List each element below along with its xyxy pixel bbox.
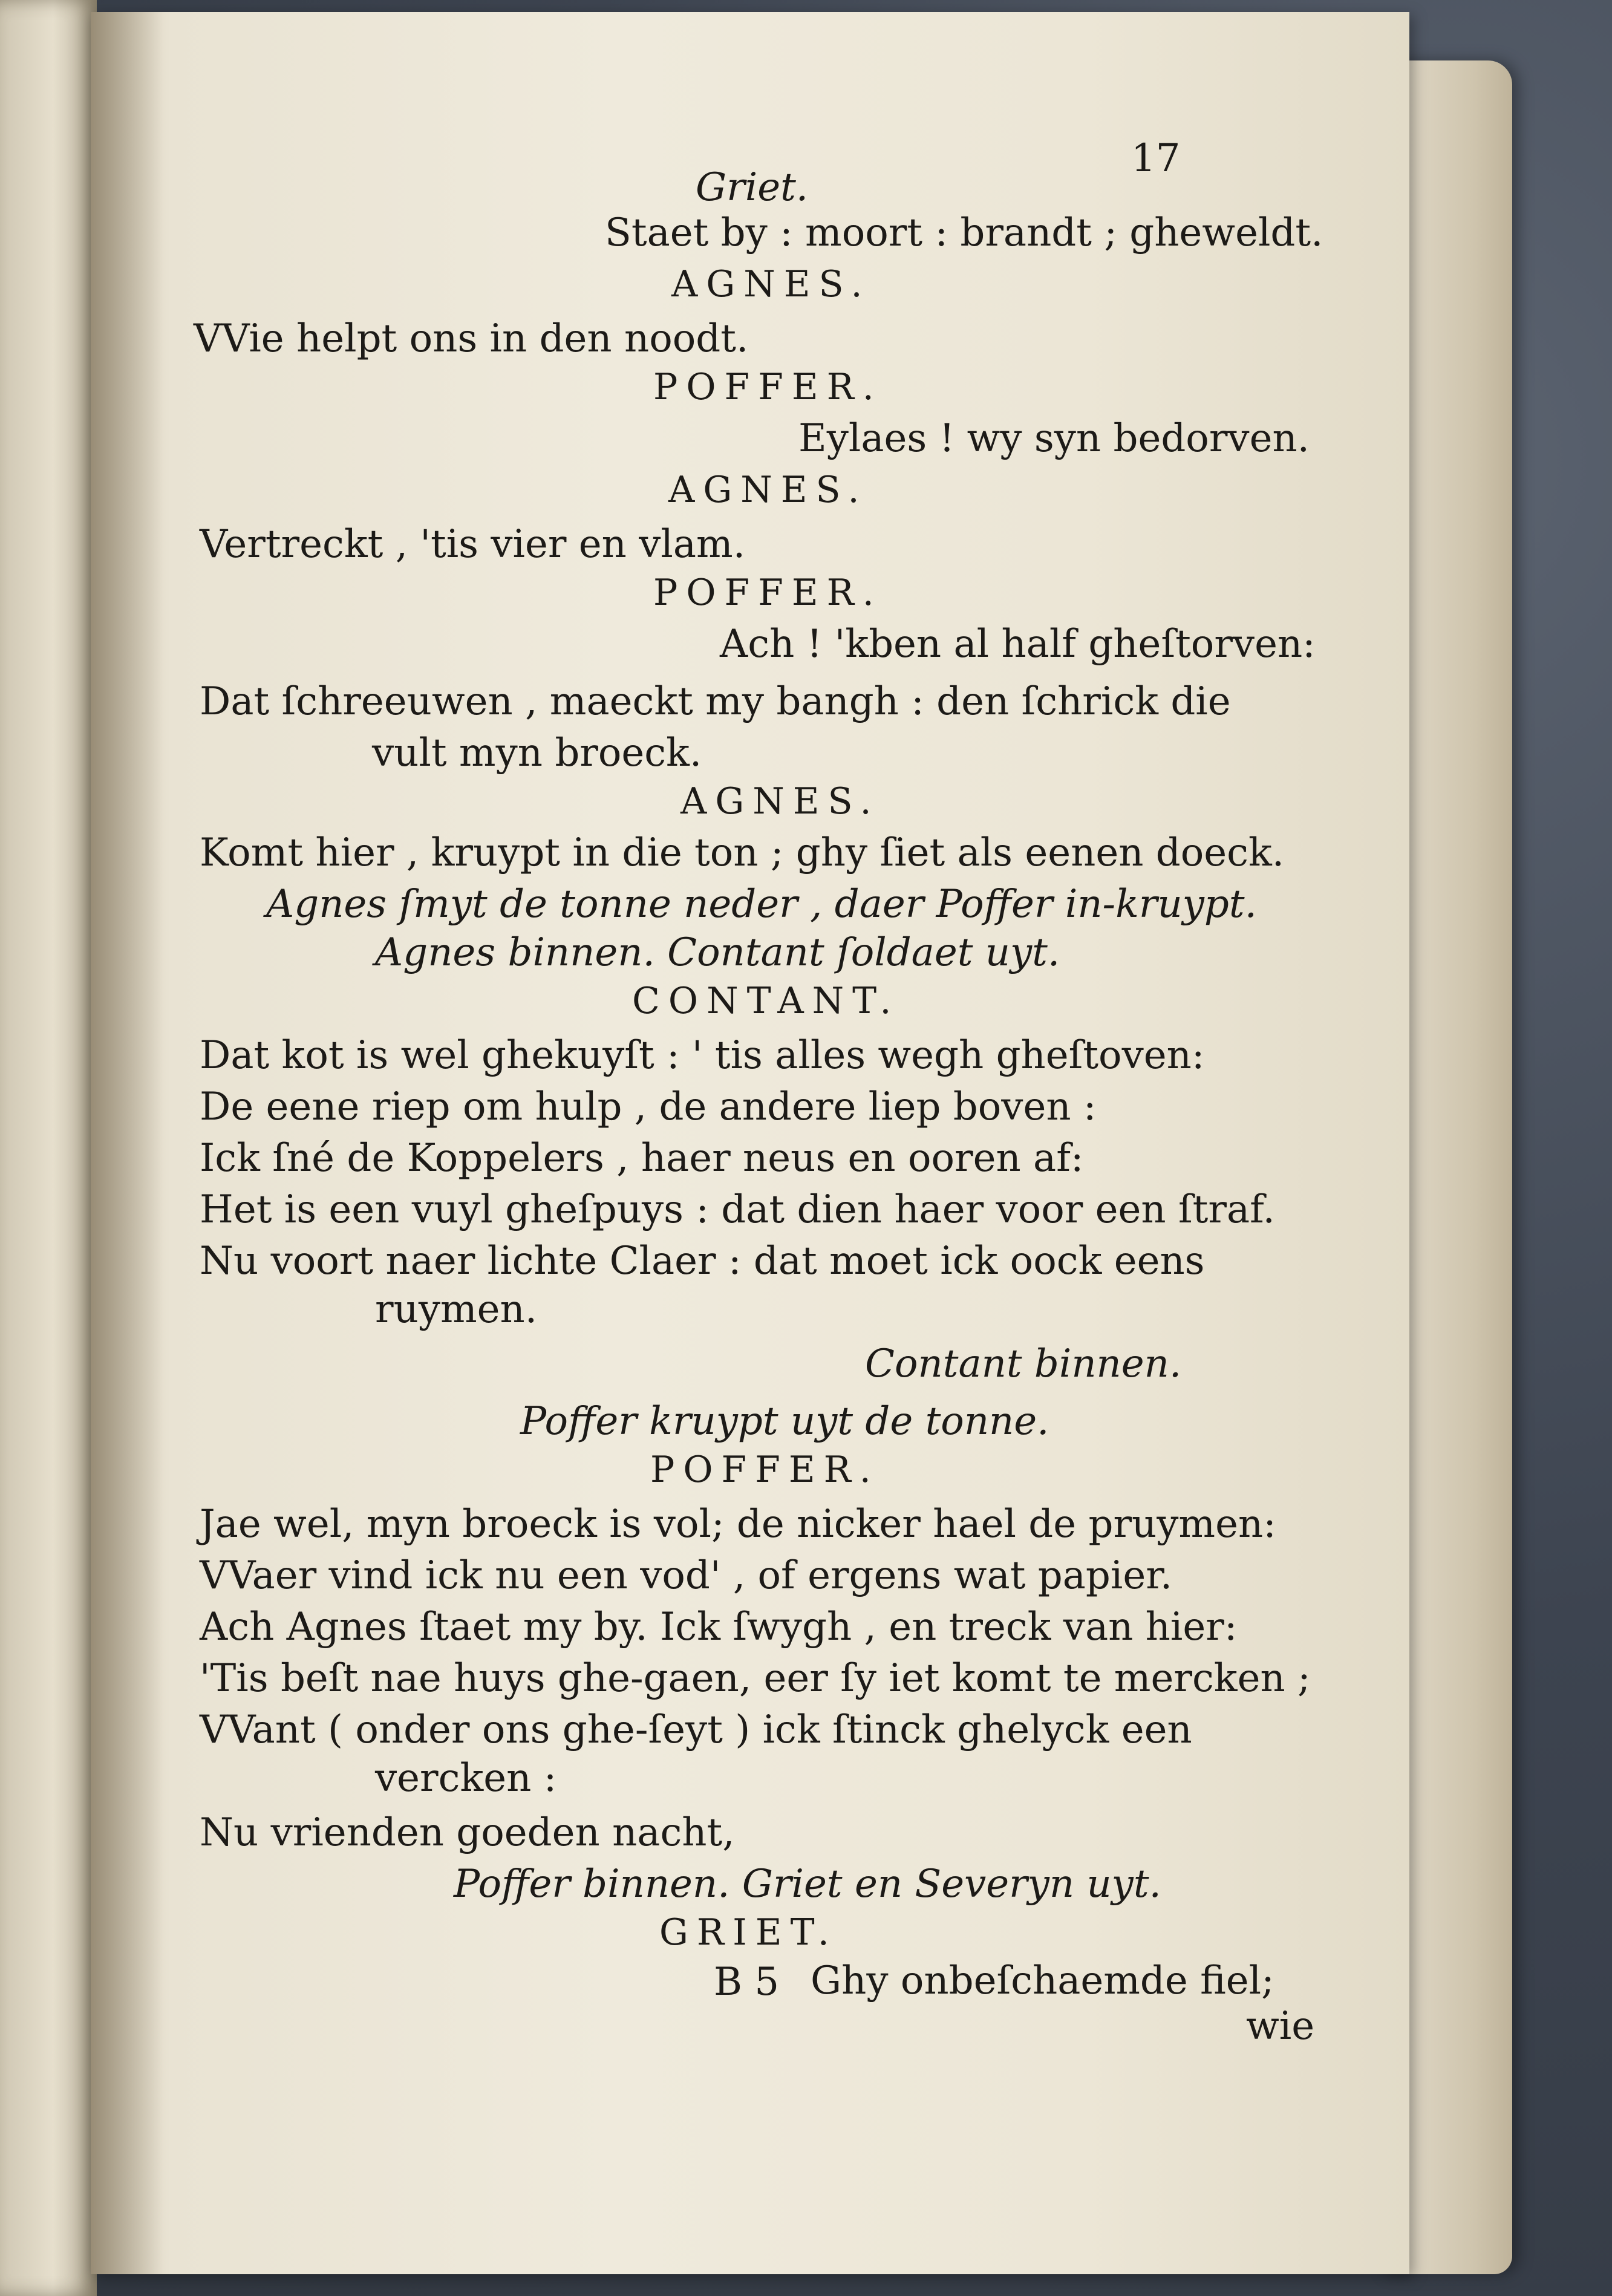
verse-line: VVie helpt ons in den noodt. [194, 316, 749, 361]
verse-line: VVant ( onder ons ghe-ſeyt ) ick ſtinck ghelyck een [200, 1707, 1192, 1752]
verse-line: ruymen. [375, 1287, 538, 1332]
verse-line: Nu vrienden goeden nacht, [200, 1810, 735, 1855]
speaker-heading: CONTANT. [632, 980, 900, 1022]
page-number: 17 [1131, 136, 1181, 181]
verse-line: Ghy onbeſchaemde fiel; [811, 1958, 1274, 2003]
speaker-heading: GRIET. [659, 1911, 838, 1954]
stage-direction: Contant binnen. [865, 1342, 1182, 1386]
verse-line: Ick ſné de Koppelers , haer neus en ooren af: [200, 1136, 1084, 1181]
speaker-heading: POFFER. [650, 1449, 879, 1491]
verse-line: De eene riep om hulp , de andere liep boven : [200, 1084, 1097, 1129]
verse-line: Ach ! 'kben al half gheſtorven: [720, 622, 1316, 667]
speaker-label: Griet. [696, 165, 809, 210]
verse-line: Het is een vuyl gheſpuys : dat dien haer voor een ſtraf. [200, 1187, 1275, 1232]
stage-direction: Agnes binnen. Contant ſoldaet uyt. [375, 930, 1060, 975]
speaker-heading: AGNES. [668, 469, 868, 511]
speaker-heading: POFFER. [653, 572, 883, 614]
speaker-heading: AGNES. [671, 263, 871, 305]
left-page-edge [0, 0, 97, 2296]
catchword: wie [1246, 2004, 1315, 2049]
verse-line: VVaer vind ick nu een vod' , of ergens wat papier. [200, 1553, 1173, 1598]
stage-direction: Poffer kruypt uyt de tonne. [520, 1399, 1049, 1444]
signature-mark: B 5 [714, 1960, 780, 2004]
verse-line: Vertreckt , 'tis vier en vlam. [200, 522, 746, 567]
speaker-heading: AGNES. [680, 780, 880, 823]
verse-line: vercken : [375, 1756, 557, 1801]
verse-line: Nu voort naer lichte Claer : dat moet ick oock eens [200, 1239, 1205, 1283]
book-page [91, 12, 1409, 2274]
verse-line: Dat kot is wel ghekuyſt : ' tis alles wegh gheſtoven: [200, 1033, 1205, 1078]
speaker-heading: POFFER. [653, 366, 883, 408]
verse-line: Ach Agnes ſtaet my by. Ick ſwygh , en treck van hier: [200, 1605, 1238, 1649]
stage-direction: Poffer binnen. Griet en Severyn uyt. [454, 1862, 1161, 1906]
verse-line: vult myn broeck. [372, 731, 702, 775]
verse-line: Staet by : moort : brandt ; gheweldt. [605, 210, 1323, 255]
verse-line: Dat ſchreeuwen , maeckt my bangh : den ſchrick die [200, 679, 1231, 724]
verse-line: 'Tis beſt nae huys ghe-gaen, eer ſy iet komt te mercken ; [200, 1656, 1311, 1701]
verse-line: Eylaes ! wy syn bedorven. [798, 416, 1310, 461]
verse-line: Jae wel, myn broeck is vol; de nicker hael de pruymen: [200, 1502, 1276, 1547]
verse-line: Komt hier , kruypt in die ton ; ghy ſiet als eenen doeck. [200, 830, 1285, 875]
stage-direction: Agnes ſmyt de tonne neder , daer Poffer in-kruypt. [266, 882, 1257, 927]
